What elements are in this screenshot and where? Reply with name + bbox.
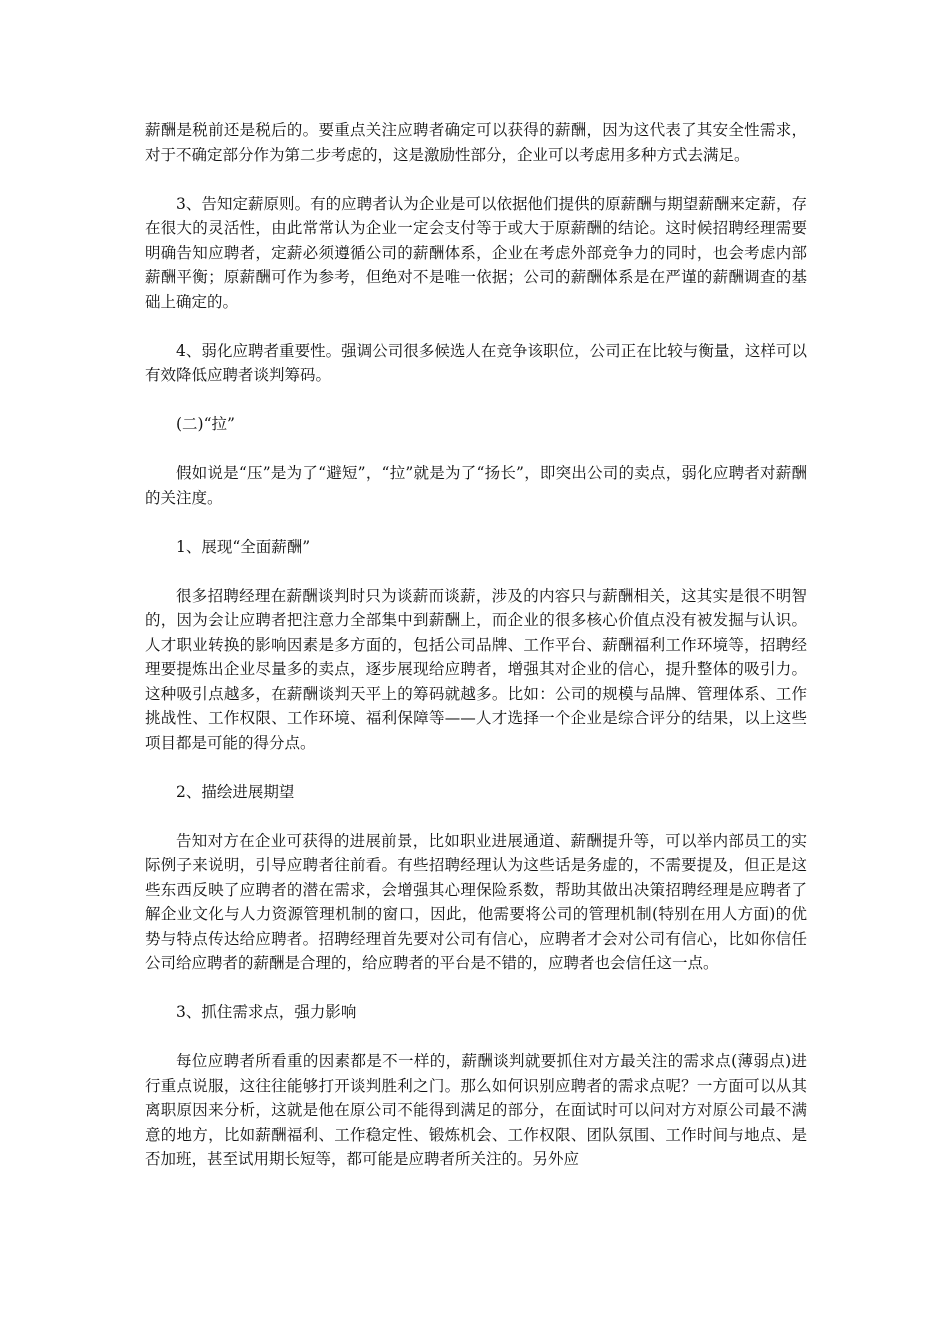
document-page [145,118,807,1196]
paragraph-salary-principle: 3、告知定薪原则。有的应聘者认为企业是可以依据他们提供的原薪酬与期望薪酬来定薪，存在很大的灵活性，由此常常认为企业一定会支付等于或大于原薪酬的结论。这时候招聘经理需要明确告知应聘者，定薪必须遵循公司的薪酬体系，企业在考虑外部竞争力的同时，也会考虑内部薪酬平衡；原薪酬可作为参考，但绝对不是唯一依据；公司的薪酬体系是在严谨的薪酬调查的基础上确定的。 [145,194,807,311]
subheading-need-points: 3、抓住需求点，强力影响 [176,1003,357,1021]
section-heading-pull: (二)“拉” [176,415,235,433]
subheading-total-compensation: 1、展现“全面薪酬” [176,537,311,556]
subheading-development-expectation: 2、描绘进展期望 [176,782,295,801]
paragraph-development-expectation: 告知对方在企业可获得的进展前景，比如职业进展通道、薪酬提升等，可以举内部员工的实际例子来说明，引导应聘者往前看。有些招聘经理认为这些话是务虚的，不需要提及，但正是这些东西反映了应聘者的潜在需求，会增强其心理保险系数，帮助其做出决策招聘经理是应聘者了解企业文化与人力资源管理机制的窗口，因此，他需要将公司的管理机制(特别在用人方面)的优势与特点传达给应聘者。招聘经理首先要对公司有信心，应聘者才会对公司有信心，比如你信任公司给应聘者的薪酬是合理的，给应聘者的平台是不错的，应聘者也会信任这一点。 [145,831,807,972]
paragraph-weaken-importance: 4、弱化应聘者重要性。强调公司很多候选人在竞争该职位，公司正在比较与衡量，这样可以有效降低应聘者谈判筹码。 [145,341,807,384]
paragraph-total-compensation: 很多招聘经理在薪酬谈判时只为谈薪而谈薪，涉及的内容只与薪酬相关，这其实是很不明智的，因为会让应聘者把注意力全部集中到薪酬上，而企业的很多核心价值点没有被发掘与认识。人才职业转换的影响因素是多方面的，包括公司品牌、工作平台、薪酬福利工作环境等，招聘经理要提炼出企业尽量多的卖点，逐步展现给应聘者，增强其对企业的信心，提升整体的吸引力。这种吸引点越多，在薪酬谈判天平上的筹码就越多。比如：公司的规模与品牌、管理体系、工作挑战性、工作权限、工作环境、福利保障等——人才选择一个企业是综合评分的结果，以上这些项目都是可能的得分点。 [145,586,807,752]
paragraph-pull-intro: 假如说是“压”是为了“避短”，“拉”就是为了“扬长”，即突出公司的卖点，弱化应聘者对薪酬的关注度。 [145,464,807,507]
paragraph-salary-pretax: 薪酬是税前还是税后的。要重点关注应聘者确定可以获得的薪酬，因为这代表了其安全性需求，对于不确定部分作为第二步考虑的，这是激励性部分，企业可以考虑用多种方式去满足。 [145,121,807,164]
paragraph-need-points: 每位应聘者所看重的因素都是不一样的，薪酬谈判就要抓住对方最关注的需求点(薄弱点)进行重点说服，这往往能够打开谈判胜利之门。那么如何识别应聘者的需求点呢？一方面可以从其离职原因来分析，这就是他在原公司不能得到满足的部分，在面试时可以问对方对原公司最不满意的地方，比如薪酬福利、工作稳定性、锻炼机会、工作权限、团队氛围、工作时间与地点、是否加班，甚至试用期长短等，都可能是应聘者所关注的。另外应 [145,1052,807,1168]
